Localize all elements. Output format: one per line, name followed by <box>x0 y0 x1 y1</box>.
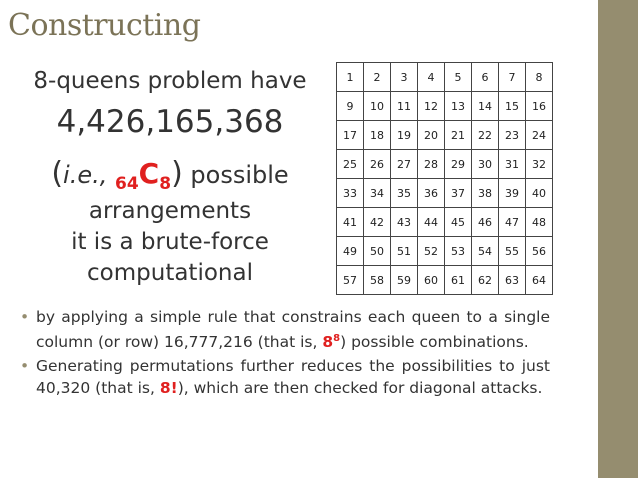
open-paren: ( <box>51 156 64 191</box>
board-row <box>337 92 553 121</box>
board-cell: 29 <box>445 150 472 179</box>
board-cell: 58 <box>364 266 391 295</box>
board-cell: 18 <box>364 121 391 150</box>
board-cell: 7 <box>499 63 526 92</box>
board-cell: 23 <box>499 121 526 150</box>
board-row <box>337 121 553 150</box>
board-cell: 39 <box>499 179 526 208</box>
board-cell: 40 <box>526 179 553 208</box>
board-cell: 11 <box>391 92 418 121</box>
board-cell: 1 <box>337 63 364 92</box>
board-row <box>337 179 553 208</box>
board-cell: 51 <box>391 237 418 266</box>
board-row <box>337 237 553 266</box>
bullet-item <box>20 355 550 399</box>
board-cell: 38 <box>472 179 499 208</box>
board-cell: 20 <box>418 121 445 150</box>
ie-text: i.e., <box>63 161 108 189</box>
board-cell: 64 <box>526 266 553 295</box>
board-cell: 60 <box>418 266 445 295</box>
board-cell: 17 <box>337 121 364 150</box>
board-cell: 41 <box>337 208 364 237</box>
board-cell: 13 <box>445 92 472 121</box>
board-cell: 43 <box>391 208 418 237</box>
board-cell: 33 <box>337 179 364 208</box>
bullet-list <box>20 306 550 401</box>
board-cell: 6 <box>472 63 499 92</box>
board-cell: 4 <box>418 63 445 92</box>
board-cell: 16 <box>526 92 553 121</box>
slide-title: Constructing <box>8 8 201 43</box>
left-line-4: arrangements <box>88 198 252 224</box>
board-cell: 3 <box>391 63 418 92</box>
bullet-text-after: ) possible combinations. <box>340 333 529 352</box>
board-cell: 2 <box>364 63 391 92</box>
close-paren: ) <box>171 156 183 191</box>
board-cell: 47 <box>499 208 526 237</box>
board-cell: 49 <box>337 237 364 266</box>
board-cell: 31 <box>499 150 526 179</box>
board-cell: 48 <box>526 208 553 237</box>
board-cell: 10 <box>364 92 391 121</box>
board-cell: 46 <box>472 208 499 237</box>
board-cell: 62 <box>472 266 499 295</box>
board-cell: 56 <box>526 237 553 266</box>
board-cell: 52 <box>418 237 445 266</box>
board-cell: 8 <box>526 63 553 92</box>
board-cell: 44 <box>418 208 445 237</box>
bullet-exponent: 8 <box>333 333 341 344</box>
board-cell: 50 <box>364 237 391 266</box>
board-cell: 61 <box>445 266 472 295</box>
bullet-highlight: 8! <box>159 379 178 398</box>
combination-sub-n: 64 <box>115 174 139 194</box>
board-row <box>337 266 553 295</box>
board-cell: 5 <box>445 63 472 92</box>
board-cell: 19 <box>391 121 418 150</box>
board-cell: 36 <box>418 179 445 208</box>
combination-c: C <box>138 157 160 190</box>
board-cell: 30 <box>472 150 499 179</box>
left-line-1: 8-queens problem have <box>33 68 307 94</box>
board-row <box>337 150 553 179</box>
board-cell: 26 <box>364 150 391 179</box>
board-cell: 54 <box>472 237 499 266</box>
combination-notation <box>115 157 172 194</box>
board-cell: 55 <box>499 237 526 266</box>
board-cell: 45 <box>445 208 472 237</box>
left-line-2: 4,426,165,368 <box>56 104 284 140</box>
board-cell: 9 <box>337 92 364 121</box>
board-cell: 59 <box>391 266 418 295</box>
board-cell: 35 <box>391 179 418 208</box>
board-cell: 37 <box>445 179 472 208</box>
board-cell: 21 <box>445 121 472 150</box>
side-bar <box>598 0 638 478</box>
bullet-dot-icon: • <box>20 357 30 376</box>
board-cell: 34 <box>364 179 391 208</box>
board-cell: 53 <box>445 237 472 266</box>
board-cell: 28 <box>418 150 445 179</box>
bullet-text-before: Generating permutations further reduces the possibilities to just 40,320 (that is, <box>36 357 550 398</box>
board-cell: 57 <box>337 266 364 295</box>
board-cell: 25 <box>337 150 364 179</box>
combination-sub-k: 8 <box>159 174 172 194</box>
chessboard-grid <box>336 62 553 295</box>
bullet-dot-icon: • <box>20 308 30 326</box>
board-row <box>337 208 553 237</box>
board-cell: 42 <box>364 208 391 237</box>
board-cell: 32 <box>526 150 553 179</box>
board-cell: 12 <box>418 92 445 121</box>
board-row <box>337 63 553 92</box>
bullet-text-after: ), which are then checked for diagonal attacks. <box>177 379 543 398</box>
bullet-text-before: by applying a simple rule that constrains each queen to a single column (or row) 16,777,216 (that is, <box>36 308 550 352</box>
board-cell: 24 <box>526 121 553 150</box>
bullet-highlight: $8^8$ <box>322 333 341 352</box>
left-line-6: computational <box>87 260 253 286</box>
board-cell: 15 <box>499 92 526 121</box>
board-cell: 14 <box>472 92 499 121</box>
board-cell: 63 <box>499 266 526 295</box>
left-line-3 <box>0 156 340 194</box>
bullet-item <box>20 306 550 353</box>
possible-text: possible <box>182 161 289 189</box>
board-cell: 22 <box>472 121 499 150</box>
board-cell: 27 <box>391 150 418 179</box>
left-line-5: it is a brute-force <box>71 229 269 255</box>
